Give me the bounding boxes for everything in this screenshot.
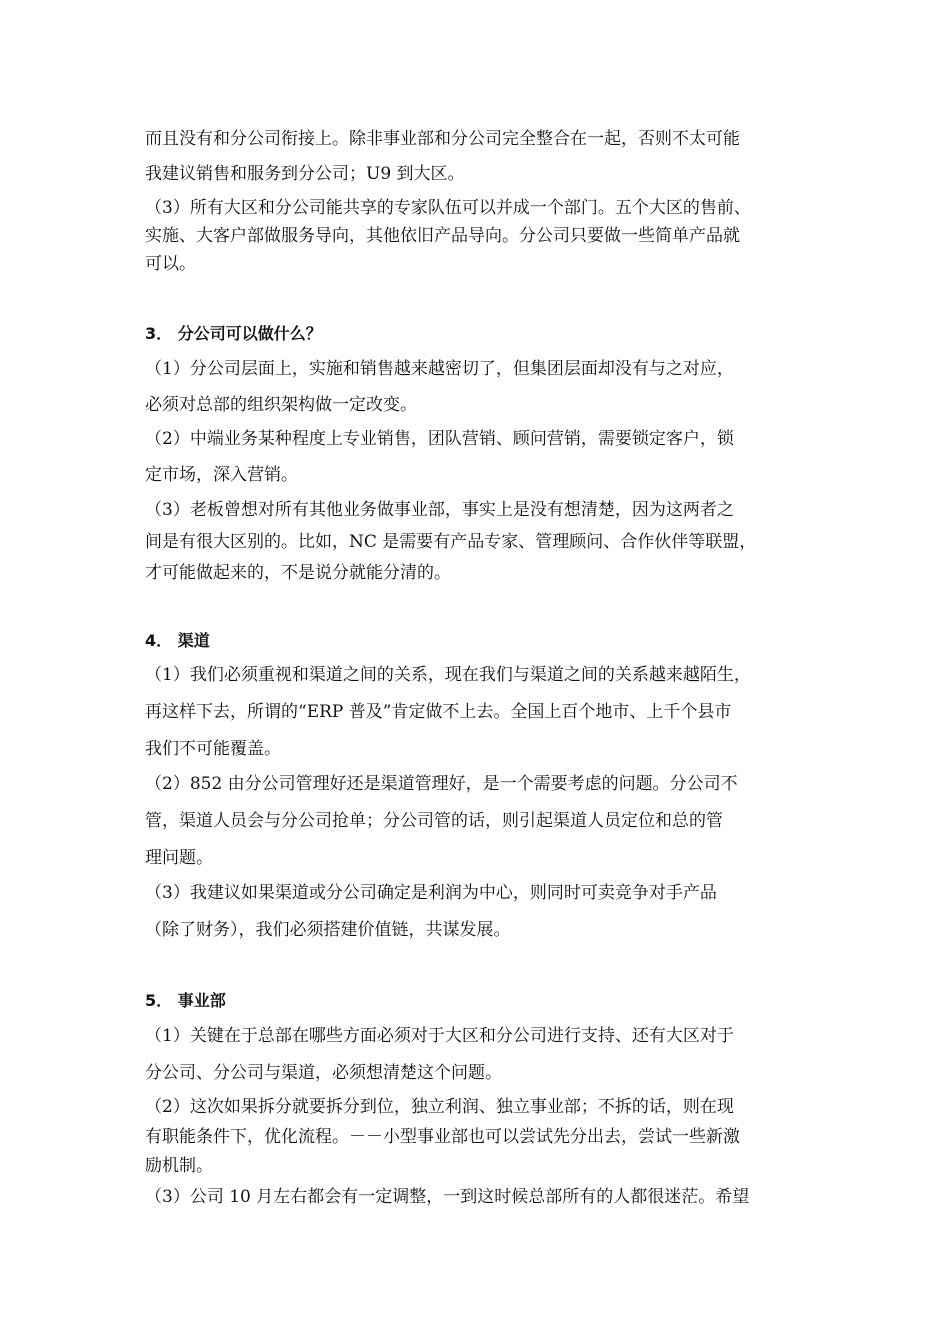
paragraph-line: 而且没有和分公司衔接上。除非事业部和分公司完全整合在一起，否则不太可能: [145, 129, 740, 149]
paragraph-line: 实施、大客户部做服务导向，其他依旧产品导向。分公司只要做一些简单产品就: [145, 226, 740, 246]
paragraph-line: 分公司、分公司与渠道，必须想清楚这个问题。: [145, 1063, 502, 1083]
paragraph-line: （1）分公司层面上，实施和销售越来越密切了，但集团层面却没有与之对应，: [145, 359, 734, 379]
paragraph-line: （3）所有大区和分公司能共享的专家队伍可以并成一个部门。五个大区的售前、: [145, 198, 751, 218]
paragraph-line: （2）中端业务某种程度上专业销售，团队营销、顾问营销，需要锁定客户，锁: [145, 429, 734, 449]
paragraph-line: （3）公司 10 月左右都会有一定调整，一到这时候总部所有的人都很迷茫。希望: [145, 1187, 750, 1207]
paragraph-line: 定市场，深入营销。: [145, 465, 298, 485]
paragraph-line: （2）852 由分公司管理好还是渠道管理好，是一个需要考虑的问题。分公司不: [145, 774, 738, 794]
paragraph-line: 我建议销售和服务到分公司；U9 到大区。: [145, 164, 465, 184]
paragraph-line: （3）老板曾想对所有其他业务做事业部，事实上是没有想清楚，因为这两者之: [145, 500, 734, 520]
section-heading: 3． 分公司可以做什么？: [145, 324, 322, 343]
paragraph-line: 我们不可能覆盖。: [145, 739, 281, 759]
paragraph-line: 间是有很大区别的。比如，NC 是需要有产品专家、管理顾问、合作伙伴等联盟，: [145, 532, 757, 552]
paragraph-line: （2）这次如果拆分就要拆分到位，独立利润、独立事业部；不拆的话，则在现: [145, 1097, 734, 1117]
paragraph-line: （3）我建议如果渠道或分公司确定是利润为中心，则同时可卖竞争对手产品: [145, 883, 717, 903]
paragraph-line: 再这样下去，所谓的“ERP 普及”肯定做不上去。全国上百个地市、上千个县市: [145, 702, 732, 722]
paragraph-line: （1）关键在于总部在哪些方面必须对于大区和分公司进行支持、还有大区对于: [145, 1026, 734, 1046]
paragraph-line: 才可能做起来的，不是说分就能分清的。: [145, 563, 451, 583]
paragraph-line: 可以。: [145, 254, 196, 274]
section-heading: 5． 事业部: [145, 991, 226, 1010]
paragraph-line: （1）我们必须重视和渠道之间的关系，现在我们与渠道之间的关系越来越陌生，: [145, 665, 751, 685]
paragraph-line: 励机制。: [145, 1156, 213, 1176]
paragraph-line: 必须对总部的组织架构做一定改变。: [145, 395, 417, 415]
paragraph-line: （除了财务），我们必须搭建价值链，共谋发展。: [145, 920, 511, 940]
paragraph-line: 管，渠道人员会与分公司抢单；分公司管的话，则引起渠道人员定位和总的管: [145, 811, 723, 831]
paragraph-line: 理问题。: [145, 848, 213, 868]
paragraph-line: 有职能条件下，优化流程。－－小型事业部也可以尝试先分出去，尝试一些新激: [145, 1127, 740, 1147]
section-heading: 4． 渠道: [145, 631, 210, 650]
